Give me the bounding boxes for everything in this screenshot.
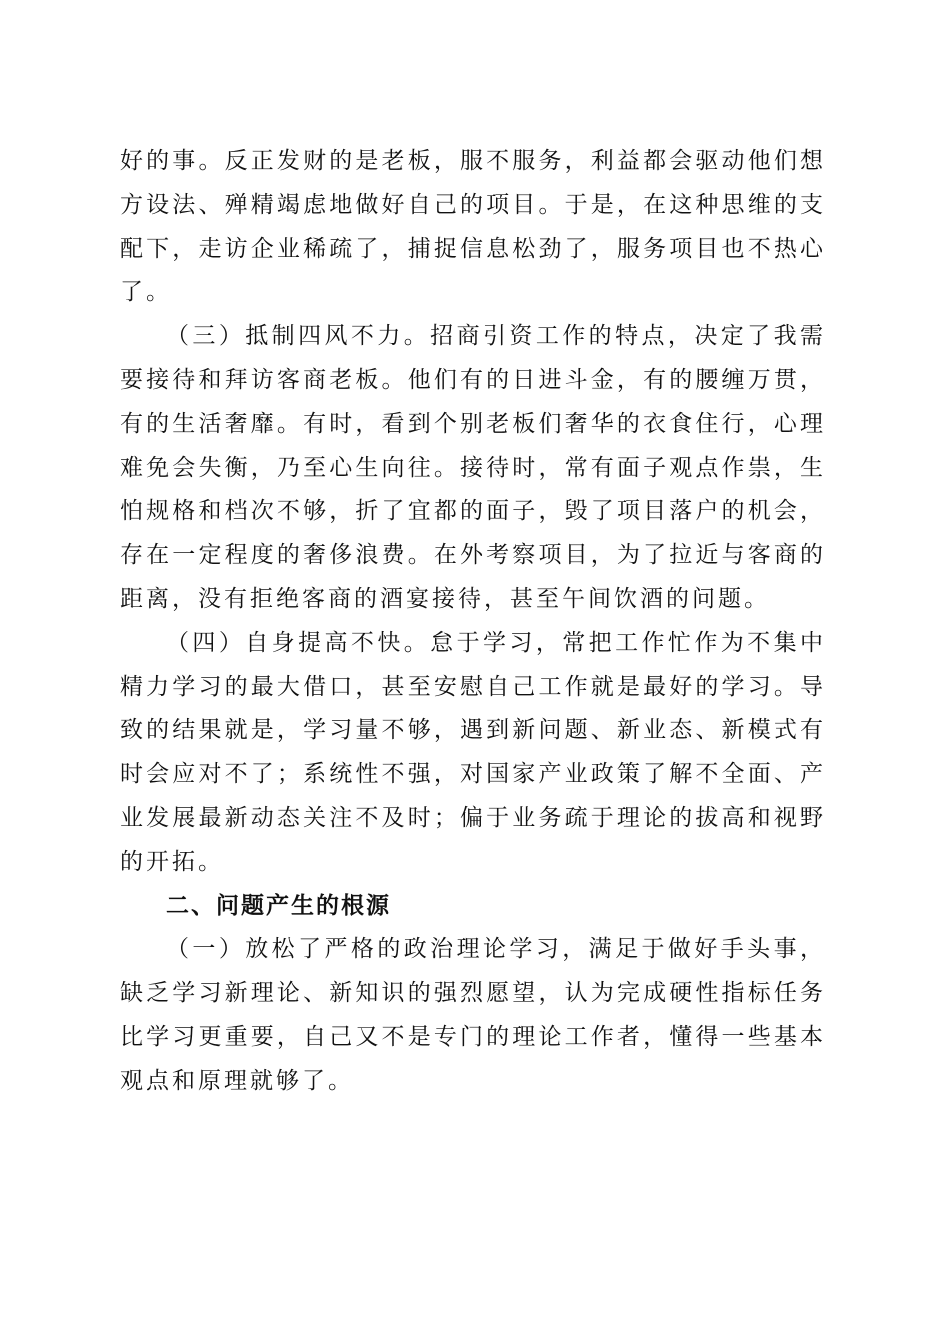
paragraph-continued bbox=[120, 140, 826, 315]
paragraph-text: 招商引资工作的特点，决定了我需要接待和拜访客商老板。他们有的日进斗金，有的腰缠万贯，有的生活奢靡。有时，看到个别老板们奢华的衣食住行，心理难免会失衡，乃至心生向往。接待时，常有面子观点作祟，生怕规格和档次不够，折了宜都的面子，毁了项目落户的机会，存在一定程度的奢侈浪费。在外考察项目，为了拉近与客商的距离，没有拒绝客商的酒宴接待，甚至午间饮酒的问题。 bbox=[120, 323, 827, 612]
section-heading: 二、问题产生的根源 bbox=[166, 892, 391, 919]
document-body bbox=[120, 140, 826, 1104]
paragraph-lead: （四）自身提高不快。 bbox=[166, 629, 431, 656]
paragraph-text: 怠于学习，常把工作忙作为不集中精力学习的最大借口，甚至安慰自己工作就是最好的学习。导致的结果就是，学习量不够，遇到新问题、新业态、新模式有时会应对不了；系统性不强，对国家产业政策了解不全面、产业发展最新动态关注不及时；偏于业务疏于理论的拔高和视野的开拓。 bbox=[120, 629, 827, 875]
paragraph-four bbox=[120, 622, 826, 885]
paragraph-text: （一）放松了严格的政治理论学习，满足于做好手头事，缺乏学习新理论、新知识的强烈愿望，认为完成硬性指标任务比学习更重要，自己又不是专门的理论工作者，懂得一些基本观点和原理就够了。 bbox=[120, 936, 826, 1094]
paragraph-lead: （三）抵制四风不力。 bbox=[166, 323, 431, 350]
paragraph-three bbox=[120, 315, 826, 622]
paragraph-text: 好的事。反正发财的是老板，服不服务，利益都会驱动他们想方设法、殚精竭虑地做好自己的项目。于是，在这种思维的支配下，走访企业稀疏了，捕捉信息松劲了，服务项目也不热心了。 bbox=[120, 148, 826, 306]
paragraph-root-one bbox=[120, 928, 826, 1103]
